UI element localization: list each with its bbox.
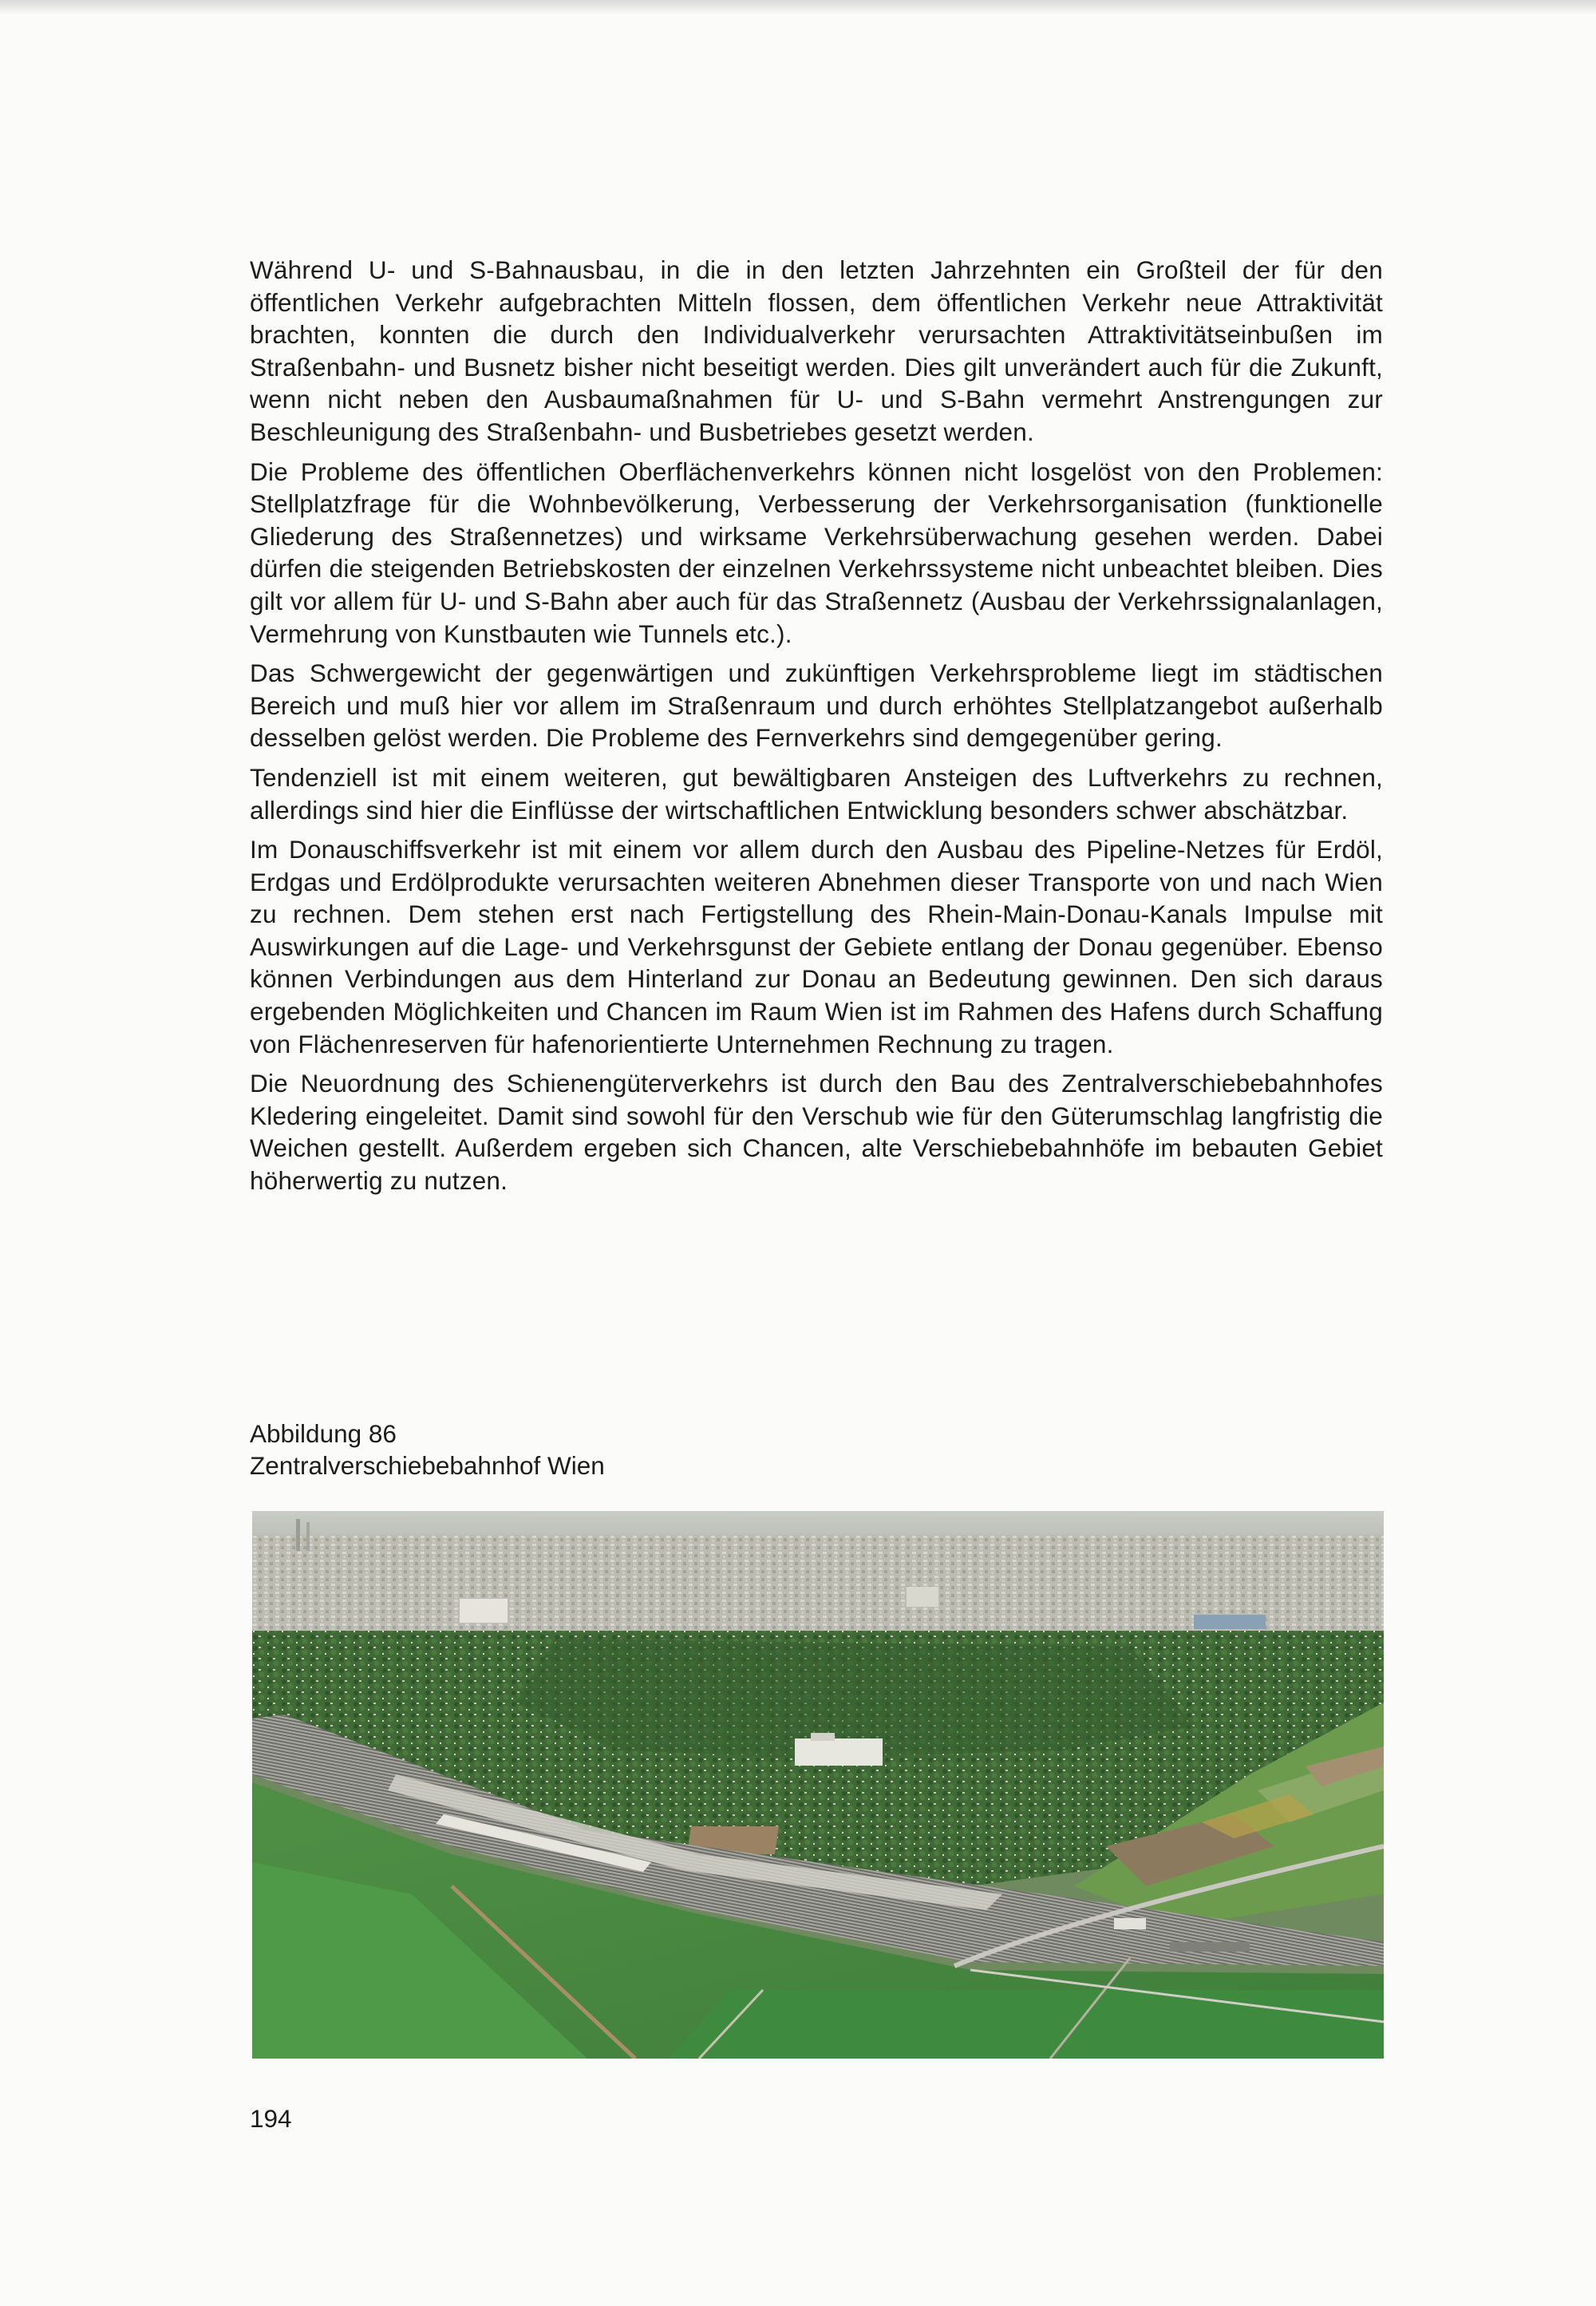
figure-caption	[250, 1418, 605, 1481]
page-body	[250, 254, 1383, 1204]
paragraph: Während U- und S-Bahnausbau, in die in den letzten Jahrzehnten ein Großteil der für den öffentlichen Verkehr aufgebrachten Mitteln flossen, dem öffentlichen Verkehr neue Attraktivität brachten, konnten die durch den Individualverkehr verursachten Attraktivitätseinbußen im Straßenbahn- und Busnetz bisher nicht beseitigt werden. Dies gilt unverändert auch für die Zukunft, wenn nicht neben den Ausbaumaßnahmen für U- und S-Bahn vermehrt Anstrengungen zur Beschleunigung des Straßenbahn- und Busbetriebes gesetzt werden.	[250, 255, 1383, 446]
aerial-photo-drawing	[252, 1511, 1384, 2059]
figure-title: Zentralverschiebebahnhof Wien	[250, 1451, 605, 1480]
paragraph: Im Donauschiffsverkehr ist mit einem vor allem durch den Ausbau des Pipeline-Netzes für Erdöl, Erdgas und Erdölprodukte verursachten weiteren Abnehmen dieser Transporte von und nach Wien zu rechnen. Dem stehen erst nach Fertigstellung des Rhein-Main-Donau-Kanals Impulse mit Auswirkungen auf die Lage- und Verkehrsgunst der Gebiete entlang der Donau gegenüber. Ebenso können Verbindungen aus dem Hinterland zur Donau an Bedeutung gewinnen. Den sich daraus ergebenden Möglichkeiten und Chancen im Raum Wien ist im Rahmen des Hafens durch Schaffung von Flächenreserven für hafenorientierte Unternehmen Rechnung zu tragen.	[250, 835, 1383, 1058]
paragraph: Das Schwergewicht der gegenwärtigen und zukünftigen Verkehrsprobleme liegt im städtischen Bereich und muß hier vor allem im Straßenraum und durch erhöhtes Stellplatzangebot außerhalb desselben gelöst werden. Die Probleme des Fernverkehrs sind demgegenüber gering.	[250, 659, 1383, 753]
aerial-photo	[252, 1511, 1384, 2059]
figure-label: Abbildung 86	[250, 1419, 397, 1448]
body-text	[250, 254, 1383, 1197]
paragraph: Die Neuordnung des Schienengüterverkehrs ist durch den Bau des Zentralverschiebebahnhofes Kledering eingeleitet. Damit sind sowohl für den Verschub wie für den Güterumschlag langfristig die Weichen gestellt. Außerdem ergeben sich Chancen, alte Verschiebebahnhöfe im bebauten Gebiet höherwertig zu nutzen.	[250, 1069, 1383, 1196]
paragraph: Tendenziell ist mit einem weiteren, gut bewältigbaren Ansteigen des Luftverkehrs zu rechnen, allerdings sind hier die Einflüsse der wirtschaftlichen Entwicklung besonders schwer abschätzbar.	[250, 762, 1383, 825]
scan-edge	[0, 0, 1596, 14]
page-number: 194	[250, 2104, 292, 2133]
paragraph: Die Probleme des öffentlichen Oberflächenverkehrs können nicht losgelöst von den Problemen: Stellplatzfrage für die Wohnbevölkerung, Verbesserung der Verkehrsorganisation (funktionelle Gliederung des Straßennetzes) und wirksame Verkehrsüberwachung gesehen werden. Dabei dürfen die steigenden Betriebskosten der einzelnen Verkehrssysteme nicht unbeachtet bleiben. Dies gilt vor allem für U- und S-Bahn aber auch für das Straßennetz (Ausbau der Verkehrssignalanlagen, Vermehrung von Kunstbauten wie Tunnels etc.).	[250, 457, 1383, 648]
